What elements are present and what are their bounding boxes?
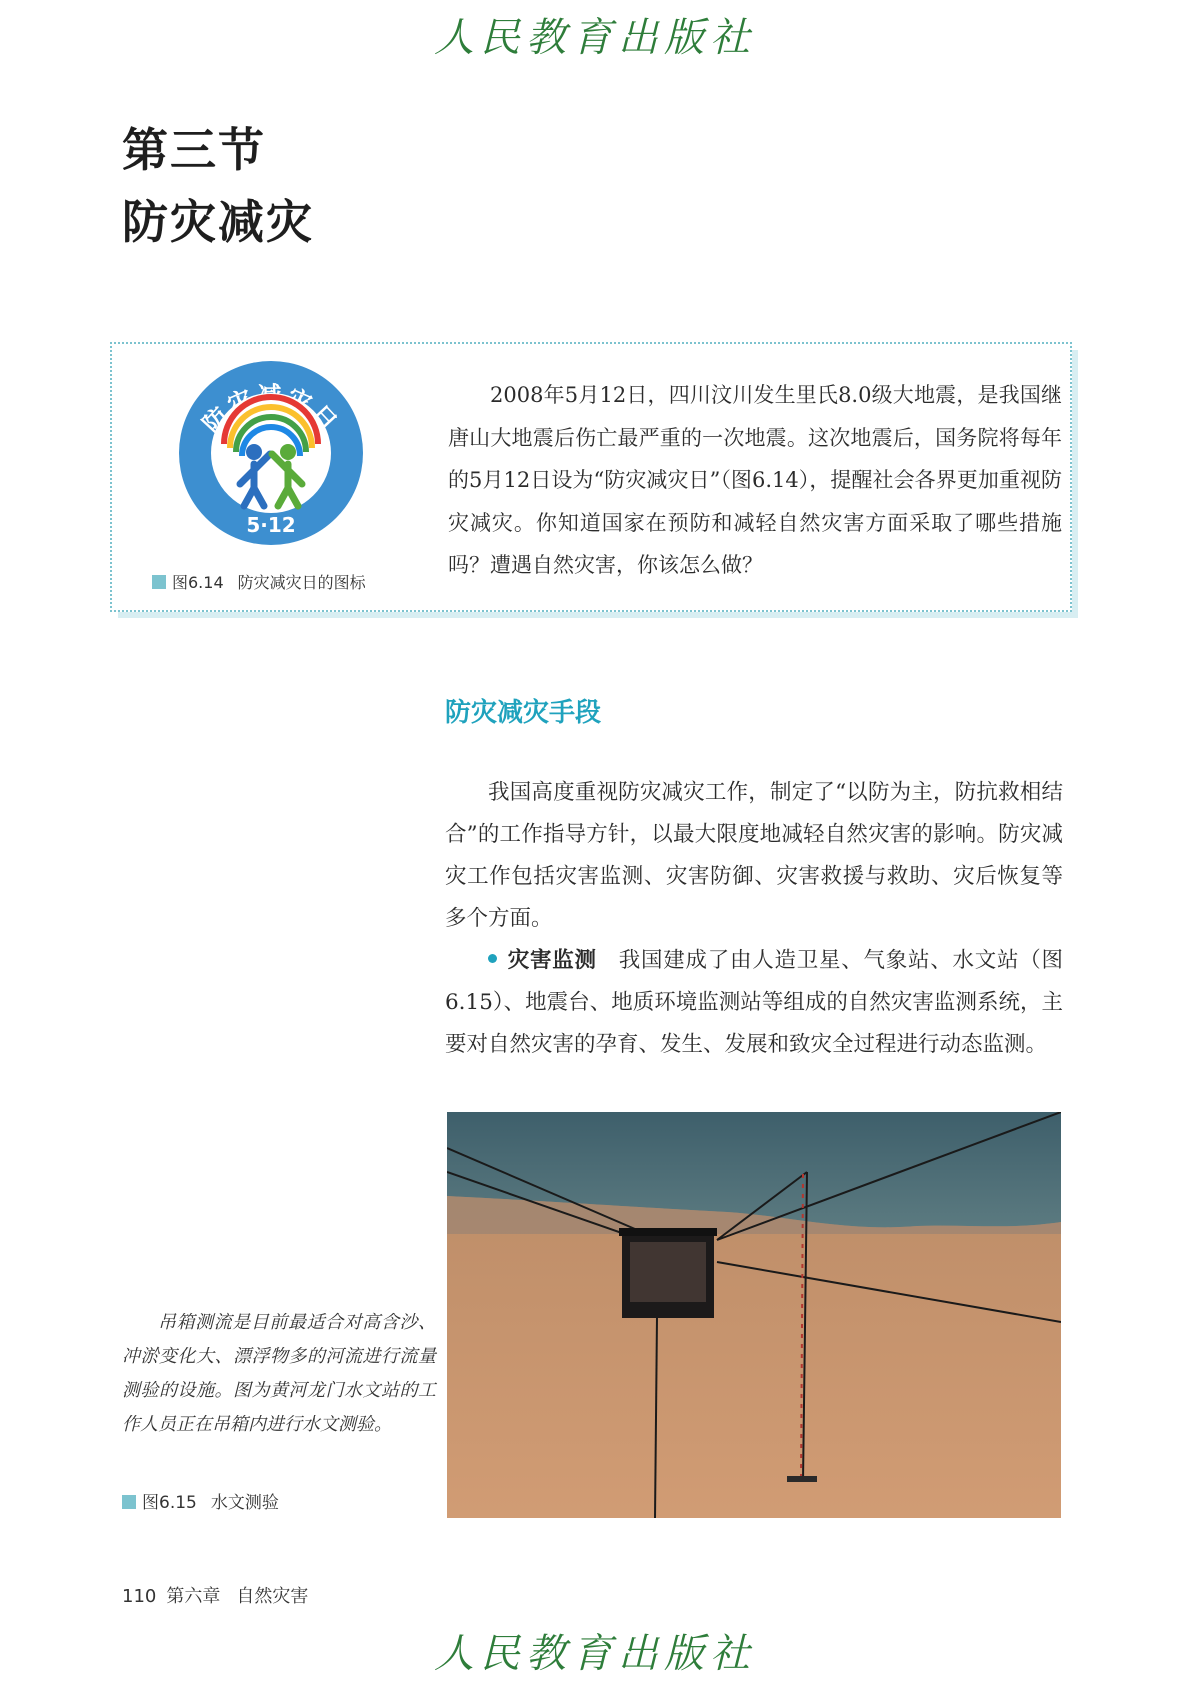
hydrological-cable-car-photo	[447, 1112, 1061, 1518]
intro-paragraph: 2008年5月12日，四川汶川发生里氏8.0级大地震，是我国继唐山大地震后伤亡最严重的一次地震。这次地震后，国务院将每年的5月12日设为“防灾减灾日”（图6.14），提醒社会各界更加重视防灾减灾。你知道国家在预防和减轻自然灾害方面采取了哪些措施吗？遭遇自然灾害，你该怎么做？	[448, 383, 1062, 577]
page-footer	[122, 1582, 308, 1608]
section-title: 防灾减灾	[122, 195, 314, 249]
figure-caption-text: 水文测验	[210, 1493, 279, 1513]
disaster-prevention-day-badge-icon	[178, 360, 364, 546]
paragraph-2-text: 我国建成了由人造卫星、气象站、水文站（图6.15）、地震台、地质环境监测站等组成的自然灾害监测系统，主要对自然灾害的孕育、发生、发展和致灾全过程进行动态监测。	[445, 948, 1063, 1057]
figure-6-15-caption	[122, 1488, 279, 1513]
caption-square-icon	[122, 1495, 136, 1509]
photo-side-note: 吊箱测流是目前最适合对高含沙、冲淤变化大、漂浮物多的河流进行流量测验的设施。图为黄河龙门水文站的工作人员正在吊箱内进行水文测验。	[122, 1312, 436, 1435]
figure-caption-text: 防灾减灾日的图标	[237, 573, 366, 592]
paragraph-1: 我国高度重视防灾减灾工作，制定了“以防为主，防抗救相结合”的工作指导方针，以最大限度地减轻自然灾害的影响。防灾减灾工作包括灾害监测、灾害防御、灾害救援与救助、灾后恢复等多个方面。	[445, 780, 1063, 931]
badge-top-text: 防灾减灾日	[197, 381, 345, 439]
page-number: 110	[122, 1586, 157, 1607]
subheading: 防灾减灾手段	[445, 698, 602, 728]
chapter-number: 第六章	[166, 1586, 221, 1607]
figure-number: 图6.15	[142, 1493, 197, 1513]
caption-square-icon	[152, 575, 166, 589]
publisher-footer: 人民教育出版社	[434, 1631, 756, 1677]
figure-number: 图6.14	[172, 573, 224, 592]
publisher-header: 人民教育出版社	[434, 15, 756, 61]
figure-6-14-caption	[152, 570, 366, 593]
chapter-title: 自然灾害	[236, 1586, 309, 1607]
bullet-term: 灾害监测	[507, 948, 597, 973]
paragraph-2	[445, 940, 1063, 1066]
badge-date: 5·12	[246, 513, 296, 537]
section-number: 第三节	[122, 123, 266, 177]
bullet-icon	[488, 954, 497, 963]
